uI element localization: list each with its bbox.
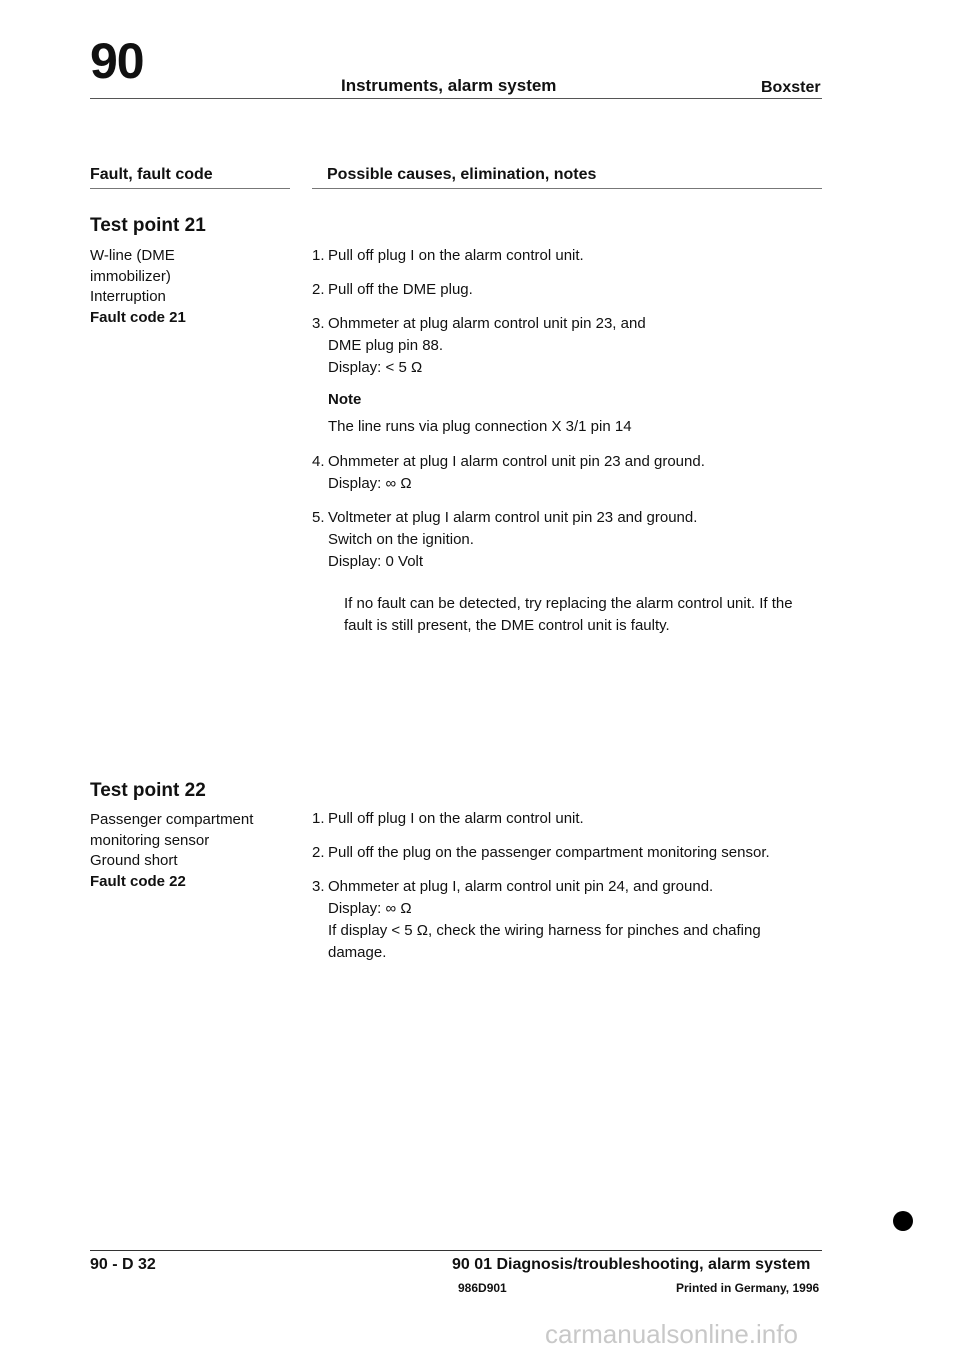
- step: [312, 279, 822, 301]
- step-text: Switch on the ignition.: [328, 531, 474, 548]
- step-number: 1.: [312, 810, 325, 827]
- watermark: carmanualsonline.info: [545, 1319, 798, 1349]
- step-number: 3.: [312, 878, 325, 895]
- column-rule-left: [90, 188, 290, 189]
- step-number: 2.: [312, 844, 325, 861]
- step-text: If display < 5 Ω, check the wiring harness for pinches and chafing: [328, 922, 761, 939]
- note-text: The line runs via plug connection X 3/1 pin 14: [328, 418, 632, 435]
- fault-line: Ground short: [90, 852, 178, 869]
- document-code: 986D901: [458, 1281, 507, 1295]
- step-text: Pull off plug I on the alarm control unit.: [328, 247, 584, 264]
- fault-line: monitoring sensor: [90, 831, 210, 849]
- step-text: Display: ∞ Ω: [328, 475, 412, 492]
- conclusion-text: If no fault can be detected, try replacing the alarm control unit. If the fault is still present, the DME control unit is faulty.: [344, 595, 793, 634]
- step-text: Voltmeter at plug I alarm control unit pin 23 and ground.: [328, 509, 698, 526]
- fault-description: [90, 810, 290, 892]
- step-number: 4.: [312, 453, 325, 470]
- step-text: Pull off the plug on the passenger compartment monitoring sensor.: [328, 844, 770, 861]
- fault-line: Interruption: [90, 288, 166, 305]
- fault-line: immobilizer): [90, 267, 171, 285]
- step-number: 5.: [312, 509, 325, 526]
- step: [312, 842, 822, 864]
- page-number: 90 - D 32: [90, 1256, 156, 1273]
- footer-section-title: 90 01 Diagnosis/troubleshooting, alarm system: [452, 1256, 811, 1273]
- step-text: Pull off the DME plug.: [328, 281, 473, 298]
- step-number: 1.: [312, 247, 325, 264]
- step: [312, 876, 822, 964]
- step-text: DME plug pin 88.: [328, 337, 444, 354]
- note-heading: Note: [328, 391, 362, 408]
- header-model: Boxster: [761, 79, 821, 96]
- step-number: 2.: [312, 281, 325, 298]
- step-text: Ohmmeter at plug I alarm control unit pin 23 and ground.: [328, 453, 705, 470]
- step-text: Ohmmeter at plug I, alarm control unit pin 24, and ground.: [328, 878, 714, 895]
- procedure-steps: [312, 808, 822, 976]
- step: [312, 507, 822, 573]
- step-text: Pull off plug I on the alarm control unit.: [328, 810, 584, 827]
- step: [312, 245, 822, 267]
- step: [312, 313, 822, 379]
- fault-line: Passenger compartment: [90, 811, 254, 828]
- header-rule: [90, 98, 822, 99]
- step-text: damage.: [328, 944, 387, 961]
- header-title: Instruments, alarm system: [341, 76, 557, 95]
- print-info: Printed in Germany, 1996: [676, 1281, 820, 1295]
- step-text: Display: 0 Volt: [328, 553, 424, 570]
- fault-description: [90, 246, 290, 328]
- fault-code: Fault code 21: [90, 308, 186, 326]
- test-point-title: Test point 22: [90, 780, 206, 801]
- step-text: Display: ∞ Ω: [328, 900, 412, 917]
- step-text: Ohmmeter at plug alarm control unit pin 23, and: [328, 315, 646, 332]
- fault-code: Fault code 22: [90, 872, 186, 890]
- step-number: 3.: [312, 315, 325, 332]
- step: [312, 451, 822, 495]
- step: [312, 808, 822, 830]
- chapter-number: 90: [90, 33, 144, 89]
- footer-rule: [90, 1250, 822, 1251]
- fault-line: W-line (DME: [90, 247, 175, 264]
- page-marker-dot: [893, 1211, 913, 1231]
- column-heading-fault: Fault, fault code: [90, 166, 213, 183]
- procedure-steps: [312, 245, 822, 637]
- step-text: Display: < 5 Ω: [328, 359, 423, 376]
- column-rule-right: [312, 188, 822, 189]
- test-point-title: Test point 21: [90, 215, 206, 236]
- column-heading-causes: Possible causes, elimination, notes: [327, 166, 597, 183]
